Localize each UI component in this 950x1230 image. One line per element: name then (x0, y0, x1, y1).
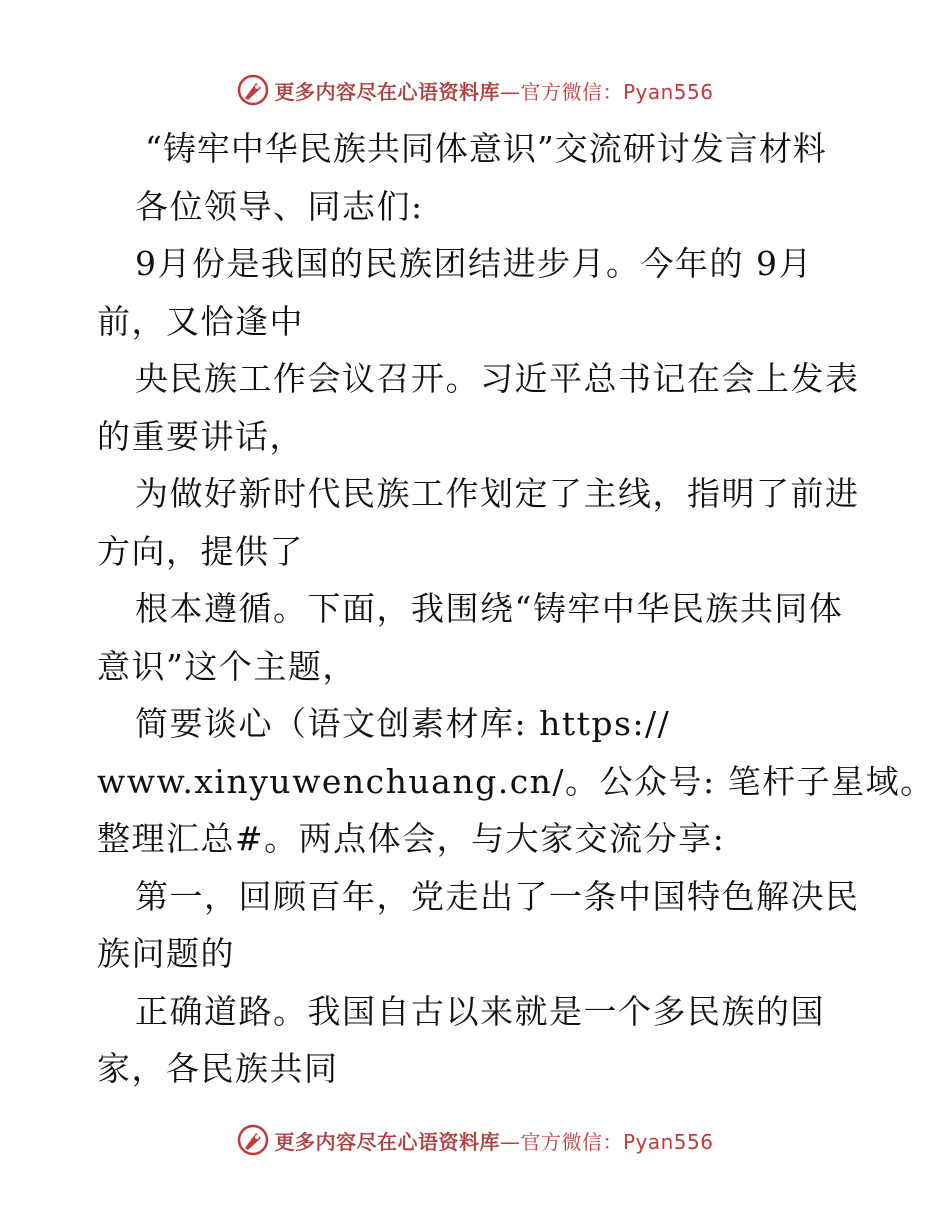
body-line: 为做好新时代民族工作划定了主线，指明了前进 (135, 474, 860, 513)
header-banner-contact: —官方微信：Pyan556 (499, 79, 714, 104)
body-line: 方向，提供了 (97, 531, 304, 571)
footer-banner-text (274, 1126, 713, 1155)
header-banner-title: 更多内容尽在心语资料库 (274, 79, 500, 104)
body-line: 族问题的 (97, 934, 235, 973)
body-line: 根本遵循。下面，我围绕“铸牢中华民族共同体 (135, 589, 844, 628)
body-line: 9月份是我国的民族团结进步月。今年的 9月 (135, 244, 813, 283)
body-line: 第一，回顾百年，党走出了一条中国特色解决民 (135, 876, 860, 916)
pen-nib-seal-icon (236, 73, 270, 107)
document-title: “铸牢中华民族共同体意识”交流研讨发言材料 (145, 129, 827, 168)
pen-nib-seal-icon (236, 1123, 270, 1157)
salutation: 各位领导、同志们: (135, 186, 424, 226)
body-line: 整理汇总#。两点体会，与大家交流分享: (97, 819, 726, 858)
body-line: 正确道路。我国自古以来就是一个多民族的国 (135, 991, 825, 1031)
body-line: 简要谈心（语文创素材库: https:// (135, 704, 671, 743)
footer-banner (0, 1120, 950, 1160)
footer-banner-contact: —官方微信：Pyan556 (499, 1129, 714, 1154)
document-body (97, 120, 935, 1098)
body-line: 家，各民族共同 (97, 1049, 339, 1088)
header-banner-text (274, 76, 713, 105)
footer-banner-title: 更多内容尽在心语资料库 (274, 1129, 500, 1154)
body-line: 意识”这个主题， (97, 646, 357, 686)
body-line: www.xinyuwenchuang.cn/。公众号: 笔杆子星域。 (97, 761, 935, 801)
body-line: 的重要讲话， (97, 416, 304, 456)
body-line: 前，又恰逢中 (97, 301, 304, 341)
body-line: 央民族工作会议召开。习近平总书记在会上发表 (135, 359, 860, 398)
header-banner (0, 70, 950, 110)
